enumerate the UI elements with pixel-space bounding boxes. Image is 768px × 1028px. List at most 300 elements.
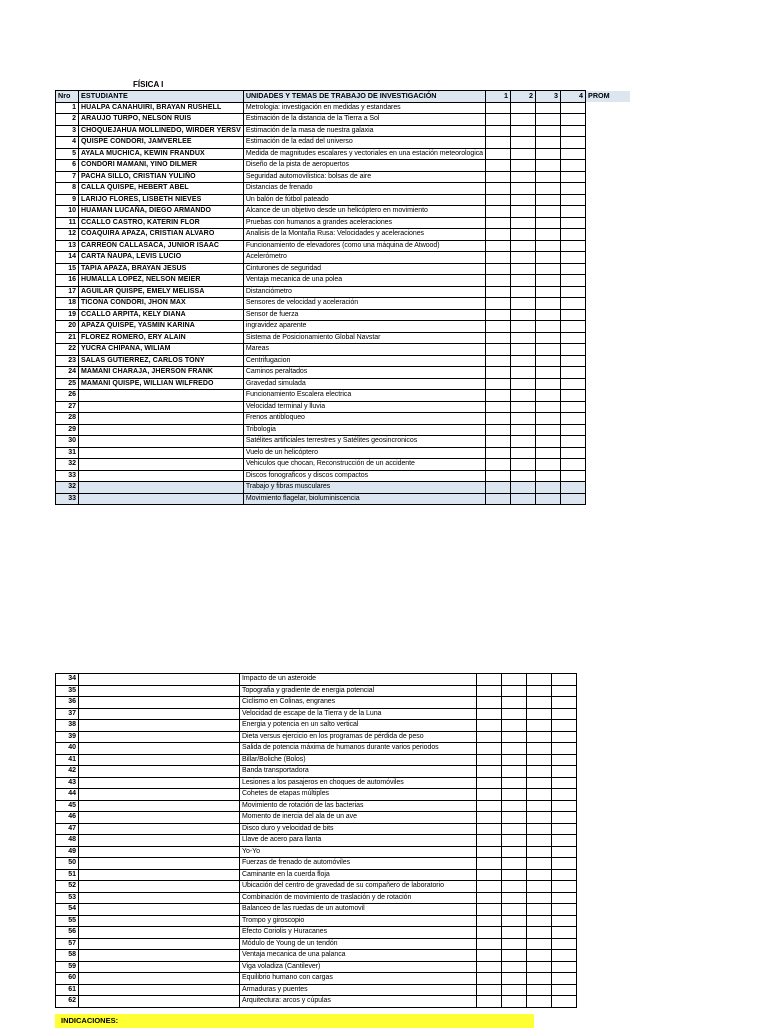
grade-cell-2[interactable]	[511, 378, 536, 390]
grade-cell-1[interactable]	[477, 743, 502, 755]
row-number[interactable]: 1	[56, 102, 79, 114]
grade-cell-2[interactable]	[511, 482, 536, 494]
grade-cell-3[interactable]	[527, 685, 552, 697]
topic-cell[interactable]: ingravidez aparente	[243, 321, 485, 333]
student-name-cell[interactable]	[79, 892, 240, 904]
row-number[interactable]: 36	[56, 697, 79, 709]
grade-cell-4[interactable]	[552, 697, 577, 709]
grade-cell-1[interactable]	[486, 102, 511, 114]
topic-cell[interactable]: Un balón de fútbol pateado	[243, 194, 485, 206]
grade-cell-1[interactable]	[486, 171, 511, 183]
student-name-cell[interactable]	[79, 413, 244, 425]
grade-cell-2[interactable]	[502, 823, 527, 835]
grade-cell-2[interactable]	[511, 137, 536, 149]
grade-cell-1[interactable]	[477, 881, 502, 893]
row-number[interactable]: 10	[56, 206, 79, 218]
grade-cell-3[interactable]	[536, 309, 561, 321]
grade-cell-2[interactable]	[511, 424, 536, 436]
grade-cell-2[interactable]	[511, 436, 536, 448]
topic-cell[interactable]: Yo-Yo	[240, 846, 477, 858]
grade-cell-4[interactable]	[552, 973, 577, 985]
grade-cell-2[interactable]	[502, 674, 527, 686]
student-name-cell[interactable]	[79, 470, 244, 482]
grade-cell-1[interactable]	[477, 800, 502, 812]
row-number[interactable]: 32	[56, 482, 79, 494]
grade-cell-2[interactable]	[511, 229, 536, 241]
grade-cell-2[interactable]	[502, 904, 527, 916]
grade-cell-4[interactable]	[561, 309, 586, 321]
grade-cell-1[interactable]	[486, 160, 511, 172]
grade-cell-1[interactable]	[477, 938, 502, 950]
grade-cell-1[interactable]	[486, 229, 511, 241]
grade-cell-1[interactable]	[486, 401, 511, 413]
student-name-cell[interactable]	[79, 927, 240, 939]
topic-cell[interactable]: Distanciómetro	[243, 286, 485, 298]
topic-cell[interactable]: Caminos peraltados	[243, 367, 485, 379]
grade-cell-2[interactable]	[502, 973, 527, 985]
row-number[interactable]: 6	[56, 160, 79, 172]
grade-cell-2[interactable]	[511, 102, 536, 114]
grade-cell-2[interactable]	[511, 206, 536, 218]
grade-cell-4[interactable]	[552, 938, 577, 950]
student-name-cell[interactable]	[79, 823, 240, 835]
grade-cell-2[interactable]	[502, 812, 527, 824]
grade-cell-3[interactable]	[536, 240, 561, 252]
grade-cell-2[interactable]	[511, 493, 536, 505]
grade-cell-4[interactable]	[561, 229, 586, 241]
row-number[interactable]: 13	[56, 240, 79, 252]
grade-cell-1[interactable]	[477, 950, 502, 962]
grade-cell-2[interactable]	[502, 858, 527, 870]
grade-cell-4[interactable]	[561, 459, 586, 471]
topic-cell[interactable]: Velocidad terminal y lluvia	[243, 401, 485, 413]
grade-cell-3[interactable]	[527, 731, 552, 743]
student-name-cell[interactable]: LARIJO FLORES, LISBETH NIEVES	[79, 194, 244, 206]
grade-cell-1[interactable]	[477, 708, 502, 720]
grade-cell-4[interactable]	[561, 194, 586, 206]
student-name-cell[interactable]	[79, 881, 240, 893]
grade-cell-2[interactable]	[511, 183, 536, 195]
grade-cell-3[interactable]	[527, 812, 552, 824]
grade-cell-4[interactable]	[561, 298, 586, 310]
grade-cell-1[interactable]	[477, 892, 502, 904]
student-name-cell[interactable]	[79, 743, 240, 755]
grade-cell-2[interactable]	[511, 286, 536, 298]
row-number[interactable]: 3	[56, 125, 79, 137]
student-name-cell[interactable]: COAQUIRA APAZA, CRISTIAN ALVARO	[79, 229, 244, 241]
header-estudiante[interactable]: ESTUDIANTE	[79, 91, 244, 103]
student-name-cell[interactable]: SALAS GUTIERREZ, CARLOS TONY	[79, 355, 244, 367]
student-name-cell[interactable]	[79, 708, 240, 720]
grade-cell-3[interactable]	[536, 298, 561, 310]
student-name-cell[interactable]: TAPIA APAZA, BRAYAN JESUS	[79, 263, 244, 275]
student-name-cell[interactable]: CHOQUEJAHUA MOLLINEDO, WIRDER YERSV	[79, 125, 244, 137]
grade-cell-2[interactable]	[502, 731, 527, 743]
row-number[interactable]: 7	[56, 171, 79, 183]
topic-cell[interactable]: Momento de inercia del ala de un ave	[240, 812, 477, 824]
grade-cell-4[interactable]	[561, 240, 586, 252]
grade-cell-1[interactable]	[486, 413, 511, 425]
grade-cell-4[interactable]	[552, 915, 577, 927]
grade-cell-3[interactable]	[536, 160, 561, 172]
grade-cell-2[interactable]	[502, 915, 527, 927]
row-number[interactable]: 45	[56, 800, 79, 812]
grade-cell-2[interactable]	[502, 754, 527, 766]
grade-cell-4[interactable]	[561, 286, 586, 298]
grade-cell-2[interactable]	[511, 171, 536, 183]
grade-cell-3[interactable]	[527, 674, 552, 686]
topic-cell[interactable]: Disco duro y velocidad de bits	[240, 823, 477, 835]
grade-cell-1[interactable]	[477, 973, 502, 985]
topic-cell[interactable]: Diseño de la pista de aeropuertos	[243, 160, 485, 172]
grade-cell-3[interactable]	[536, 355, 561, 367]
grade-cell-2[interactable]	[511, 309, 536, 321]
grade-cell-4[interactable]	[561, 217, 586, 229]
grade-cell-3[interactable]	[536, 332, 561, 344]
topic-cell[interactable]: Impacto de un asteroide	[240, 674, 477, 686]
grade-cell-4[interactable]	[552, 708, 577, 720]
grade-cell-2[interactable]	[511, 321, 536, 333]
row-number[interactable]: 33	[56, 493, 79, 505]
topic-cell[interactable]: Cohetes de etapas múltiples	[240, 789, 477, 801]
grade-cell-1[interactable]	[477, 846, 502, 858]
row-number[interactable]: 16	[56, 275, 79, 287]
row-number[interactable]: 32	[56, 459, 79, 471]
grade-cell-3[interactable]	[527, 973, 552, 985]
grade-cell-4[interactable]	[561, 367, 586, 379]
topic-cell[interactable]: Efecto Coriolis y Huracanes	[240, 927, 477, 939]
grade-cell-1[interactable]	[477, 996, 502, 1008]
grade-cell-1[interactable]	[477, 754, 502, 766]
grade-cell-3[interactable]	[536, 252, 561, 264]
grade-cell-4[interactable]	[552, 869, 577, 881]
grade-cell-2[interactable]	[502, 720, 527, 732]
grade-cell-3[interactable]	[536, 114, 561, 126]
topic-cell[interactable]: Balanceo de las ruedas de un automovil	[240, 904, 477, 916]
topic-cell[interactable]: Fuerzas de frenado de automóviles	[240, 858, 477, 870]
row-number[interactable]: 48	[56, 835, 79, 847]
topic-cell[interactable]: Estimación de la masa de nuestra galaxia	[243, 125, 485, 137]
grade-cell-4[interactable]	[561, 252, 586, 264]
grade-cell-3[interactable]	[527, 869, 552, 881]
row-number[interactable]: 2	[56, 114, 79, 126]
grade-cell-1[interactable]	[477, 777, 502, 789]
grade-cell-3[interactable]	[527, 984, 552, 996]
student-name-cell[interactable]: AGUILAR QUISPE, EMELY MELISSA	[79, 286, 244, 298]
topic-cell[interactable]: Lesiones a los pasajeros en choques de automóviles	[240, 777, 477, 789]
row-number[interactable]: 59	[56, 961, 79, 973]
row-number[interactable]: 28	[56, 413, 79, 425]
grade-cell-3[interactable]	[536, 459, 561, 471]
grade-cell-2[interactable]	[511, 298, 536, 310]
row-number[interactable]: 25	[56, 378, 79, 390]
grade-cell-4[interactable]	[561, 390, 586, 402]
grade-cell-4[interactable]	[561, 482, 586, 494]
student-name-cell[interactable]	[79, 674, 240, 686]
grade-cell-2[interactable]	[511, 252, 536, 264]
header-nota-4[interactable]: 4	[561, 91, 586, 103]
topic-cell[interactable]: Velocidad de escape de la Tierra y de la Luna	[240, 708, 477, 720]
row-number[interactable]: 44	[56, 789, 79, 801]
grade-cell-4[interactable]	[561, 413, 586, 425]
student-name-cell[interactable]	[79, 996, 240, 1008]
student-name-cell[interactable]: HUMALLA LOPEZ, NELSON MEIER	[79, 275, 244, 287]
row-number[interactable]: 30	[56, 436, 79, 448]
topic-cell[interactable]: Medida de magnitudes escalares y vectoriales en una estación meteorologica	[243, 148, 485, 160]
student-name-cell[interactable]: MAMANI QUISPE, WILLIAN WILFREDO	[79, 378, 244, 390]
grade-cell-3[interactable]	[536, 321, 561, 333]
student-name-cell[interactable]	[79, 482, 244, 494]
grade-cell-4[interactable]	[552, 766, 577, 778]
grade-cell-3[interactable]	[527, 892, 552, 904]
student-name-cell[interactable]: CALLA QUISPE, HEBERT ABEL	[79, 183, 244, 195]
grade-cell-3[interactable]	[536, 436, 561, 448]
grade-cell-2[interactable]	[502, 766, 527, 778]
topic-cell[interactable]: Sensores de velocidad y aceleración	[243, 298, 485, 310]
grade-cell-3[interactable]	[527, 881, 552, 893]
grade-cell-4[interactable]	[552, 685, 577, 697]
grade-cell-1[interactable]	[477, 789, 502, 801]
grade-cell-1[interactable]	[486, 424, 511, 436]
student-name-cell[interactable]	[79, 447, 244, 459]
row-number[interactable]: 41	[56, 754, 79, 766]
topic-cell[interactable]: Discos fonograficos y discos compactos	[243, 470, 485, 482]
grade-cell-1[interactable]	[486, 447, 511, 459]
student-name-cell[interactable]	[79, 869, 240, 881]
grade-cell-4[interactable]	[552, 720, 577, 732]
student-name-cell[interactable]: ARAUJO TURPO, NELSON RUIS	[79, 114, 244, 126]
grade-cell-3[interactable]	[536, 401, 561, 413]
grade-cell-4[interactable]	[561, 114, 586, 126]
grade-cell-2[interactable]	[511, 413, 536, 425]
grade-cell-1[interactable]	[486, 137, 511, 149]
student-name-cell[interactable]	[79, 961, 240, 973]
grade-cell-2[interactable]	[511, 470, 536, 482]
grade-cell-2[interactable]	[502, 685, 527, 697]
student-name-cell[interactable]	[79, 697, 240, 709]
row-number[interactable]: 62	[56, 996, 79, 1008]
student-name-cell[interactable]	[79, 938, 240, 950]
grade-cell-1[interactable]	[477, 731, 502, 743]
topic-cell[interactable]: Funcionamiento Escalera electrica	[243, 390, 485, 402]
grade-cell-2[interactable]	[511, 217, 536, 229]
topic-cell[interactable]: Estimación de la edad del universo	[243, 137, 485, 149]
grade-cell-1[interactable]	[477, 869, 502, 881]
grade-cell-3[interactable]	[527, 789, 552, 801]
grade-cell-2[interactable]	[502, 950, 527, 962]
grade-cell-1[interactable]	[486, 194, 511, 206]
student-name-cell[interactable]	[79, 401, 244, 413]
grade-cell-4[interactable]	[552, 858, 577, 870]
row-number[interactable]: 35	[56, 685, 79, 697]
topic-cell[interactable]: Ciclismo en Colinas, engranes	[240, 697, 477, 709]
row-number[interactable]: 11	[56, 217, 79, 229]
grade-cell-1[interactable]	[486, 482, 511, 494]
topic-cell[interactable]: Salida de potencia máxima de humanos durante varios periodos	[240, 743, 477, 755]
grade-cell-2[interactable]	[511, 367, 536, 379]
topic-cell[interactable]: Banda transportadora	[240, 766, 477, 778]
topic-cell[interactable]: Sistema de Posicionamiento Global Navstar	[243, 332, 485, 344]
grade-cell-2[interactable]	[511, 401, 536, 413]
grade-cell-4[interactable]	[552, 881, 577, 893]
topic-cell[interactable]: Acelerómetro	[243, 252, 485, 264]
grade-cell-2[interactable]	[502, 984, 527, 996]
grade-cell-2[interactable]	[511, 332, 536, 344]
grade-cell-3[interactable]	[536, 424, 561, 436]
topic-cell[interactable]: Llave de acero para llanta	[240, 835, 477, 847]
grade-cell-3[interactable]	[536, 217, 561, 229]
student-name-cell[interactable]	[79, 984, 240, 996]
student-name-cell[interactable]	[79, 436, 244, 448]
grade-cell-4[interactable]	[561, 436, 586, 448]
grade-cell-4[interactable]	[552, 950, 577, 962]
header-tema[interactable]: UNIDADES Y TEMAS DE TRABAJO DE INVESTIGACIÓN	[243, 91, 485, 103]
grade-cell-3[interactable]	[536, 286, 561, 298]
row-number[interactable]: 52	[56, 881, 79, 893]
grade-cell-1[interactable]	[486, 252, 511, 264]
student-name-cell[interactable]: YUCRA CHIPANA, WILIAM	[79, 344, 244, 356]
topic-cell[interactable]: Movimiento de rotación de las bacterias	[240, 800, 477, 812]
row-number[interactable]: 33	[56, 470, 79, 482]
grade-cell-1[interactable]	[486, 367, 511, 379]
row-number[interactable]: 14	[56, 252, 79, 264]
topic-cell[interactable]: Analisis de la Montaña Rusa: Velocidades y aceleraciones	[243, 229, 485, 241]
grade-cell-4[interactable]	[552, 996, 577, 1008]
row-number[interactable]: 39	[56, 731, 79, 743]
grade-cell-1[interactable]	[486, 125, 511, 137]
topic-cell[interactable]: Ventaja mecanica de una palanca	[240, 950, 477, 962]
row-number[interactable]: 15	[56, 263, 79, 275]
student-name-cell[interactable]: CCALLO ARPITA, KELY DIANA	[79, 309, 244, 321]
grade-cell-3[interactable]	[527, 915, 552, 927]
grade-cell-4[interactable]	[552, 961, 577, 973]
grade-cell-3[interactable]	[536, 275, 561, 287]
grade-cell-3[interactable]	[536, 148, 561, 160]
grade-cell-2[interactable]	[511, 125, 536, 137]
grade-cell-4[interactable]	[561, 160, 586, 172]
student-name-cell[interactable]: MAMANI CHARAJA, JHERSON FRANK	[79, 367, 244, 379]
row-number[interactable]: 40	[56, 743, 79, 755]
grade-cell-1[interactable]	[486, 275, 511, 287]
grade-cell-4[interactable]	[552, 892, 577, 904]
grade-cell-3[interactable]	[527, 858, 552, 870]
grade-cell-4[interactable]	[561, 447, 586, 459]
row-number[interactable]: 46	[56, 812, 79, 824]
grade-cell-3[interactable]	[527, 904, 552, 916]
grade-cell-2[interactable]	[502, 708, 527, 720]
row-number[interactable]: 4	[56, 137, 79, 149]
topic-cell[interactable]: Combinación de movimiento de traslación y de rotación	[240, 892, 477, 904]
grade-cell-1[interactable]	[477, 674, 502, 686]
row-number[interactable]: 50	[56, 858, 79, 870]
row-number[interactable]: 56	[56, 927, 79, 939]
header-nota-1[interactable]: 1	[486, 91, 511, 103]
grade-cell-2[interactable]	[502, 927, 527, 939]
topic-cell[interactable]: Seguridad automovilistica: bolsas de aire	[243, 171, 485, 183]
topic-cell[interactable]: Mareas	[243, 344, 485, 356]
row-number[interactable]: 49	[56, 846, 79, 858]
grade-cell-3[interactable]	[536, 367, 561, 379]
topic-cell[interactable]: Dieta versus ejercicio en los programas de pérdida de peso	[240, 731, 477, 743]
grade-cell-4[interactable]	[552, 800, 577, 812]
topic-cell[interactable]: Metrologia: investigación en medidas y estandares	[243, 102, 485, 114]
grade-cell-1[interactable]	[486, 298, 511, 310]
row-number[interactable]: 55	[56, 915, 79, 927]
topic-cell[interactable]: Centrifugacion	[243, 355, 485, 367]
student-name-cell[interactable]: PACHA SILLO, CRISTIAN YULIÑO	[79, 171, 244, 183]
grade-cell-4[interactable]	[561, 493, 586, 505]
row-number[interactable]: 18	[56, 298, 79, 310]
grade-cell-2[interactable]	[511, 263, 536, 275]
topic-cell[interactable]: Cinturones de seguridad	[243, 263, 485, 275]
grade-cell-3[interactable]	[536, 447, 561, 459]
row-number[interactable]: 54	[56, 904, 79, 916]
grade-cell-4[interactable]	[552, 823, 577, 835]
grade-cell-1[interactable]	[486, 206, 511, 218]
student-name-cell[interactable]	[79, 789, 240, 801]
grade-cell-2[interactable]	[502, 892, 527, 904]
row-number[interactable]: 53	[56, 892, 79, 904]
grade-cell-3[interactable]	[536, 183, 561, 195]
grade-cell-3[interactable]	[527, 823, 552, 835]
student-name-cell[interactable]	[79, 973, 240, 985]
grade-cell-2[interactable]	[502, 777, 527, 789]
topic-cell[interactable]: Gravedad simulada	[243, 378, 485, 390]
grade-cell-3[interactable]	[536, 125, 561, 137]
grade-cell-1[interactable]	[486, 436, 511, 448]
grade-cell-3[interactable]	[536, 206, 561, 218]
grade-cell-2[interactable]	[502, 800, 527, 812]
grade-cell-4[interactable]	[552, 835, 577, 847]
row-number[interactable]: 29	[56, 424, 79, 436]
grade-cell-4[interactable]	[552, 674, 577, 686]
student-name-cell[interactable]: CARTA ÑAUPA, LEVIS LUCIO	[79, 252, 244, 264]
grade-cell-2[interactable]	[502, 938, 527, 950]
student-name-cell[interactable]	[79, 390, 244, 402]
grade-cell-3[interactable]	[536, 482, 561, 494]
student-name-cell[interactable]	[79, 777, 240, 789]
grade-cell-4[interactable]	[561, 183, 586, 195]
grade-cell-3[interactable]	[536, 413, 561, 425]
row-number[interactable]: 20	[56, 321, 79, 333]
grade-cell-1[interactable]	[477, 927, 502, 939]
row-number[interactable]: 43	[56, 777, 79, 789]
row-number[interactable]: 17	[56, 286, 79, 298]
grade-cell-4[interactable]	[561, 470, 586, 482]
grade-cell-3[interactable]	[536, 470, 561, 482]
grade-cell-4[interactable]	[552, 743, 577, 755]
grade-cell-3[interactable]	[536, 344, 561, 356]
grade-cell-3[interactable]	[527, 938, 552, 950]
student-name-cell[interactable]	[79, 754, 240, 766]
student-name-cell[interactable]: FLOREZ ROMERO, ERY ALAIN	[79, 332, 244, 344]
grade-cell-1[interactable]	[477, 720, 502, 732]
grade-cell-3[interactable]	[536, 229, 561, 241]
grade-cell-2[interactable]	[511, 160, 536, 172]
grade-cell-3[interactable]	[527, 800, 552, 812]
grade-cell-4[interactable]	[552, 731, 577, 743]
row-number[interactable]: 34	[56, 674, 79, 686]
grade-cell-1[interactable]	[477, 766, 502, 778]
grade-cell-4[interactable]	[561, 275, 586, 287]
student-name-cell[interactable]: APAZA QUISPE, YASMIN KARINA	[79, 321, 244, 333]
grade-cell-1[interactable]	[486, 332, 511, 344]
grade-cell-2[interactable]	[511, 390, 536, 402]
grade-cell-1[interactable]	[486, 240, 511, 252]
grade-cell-3[interactable]	[527, 961, 552, 973]
grade-cell-1[interactable]	[486, 344, 511, 356]
grade-cell-1[interactable]	[486, 459, 511, 471]
